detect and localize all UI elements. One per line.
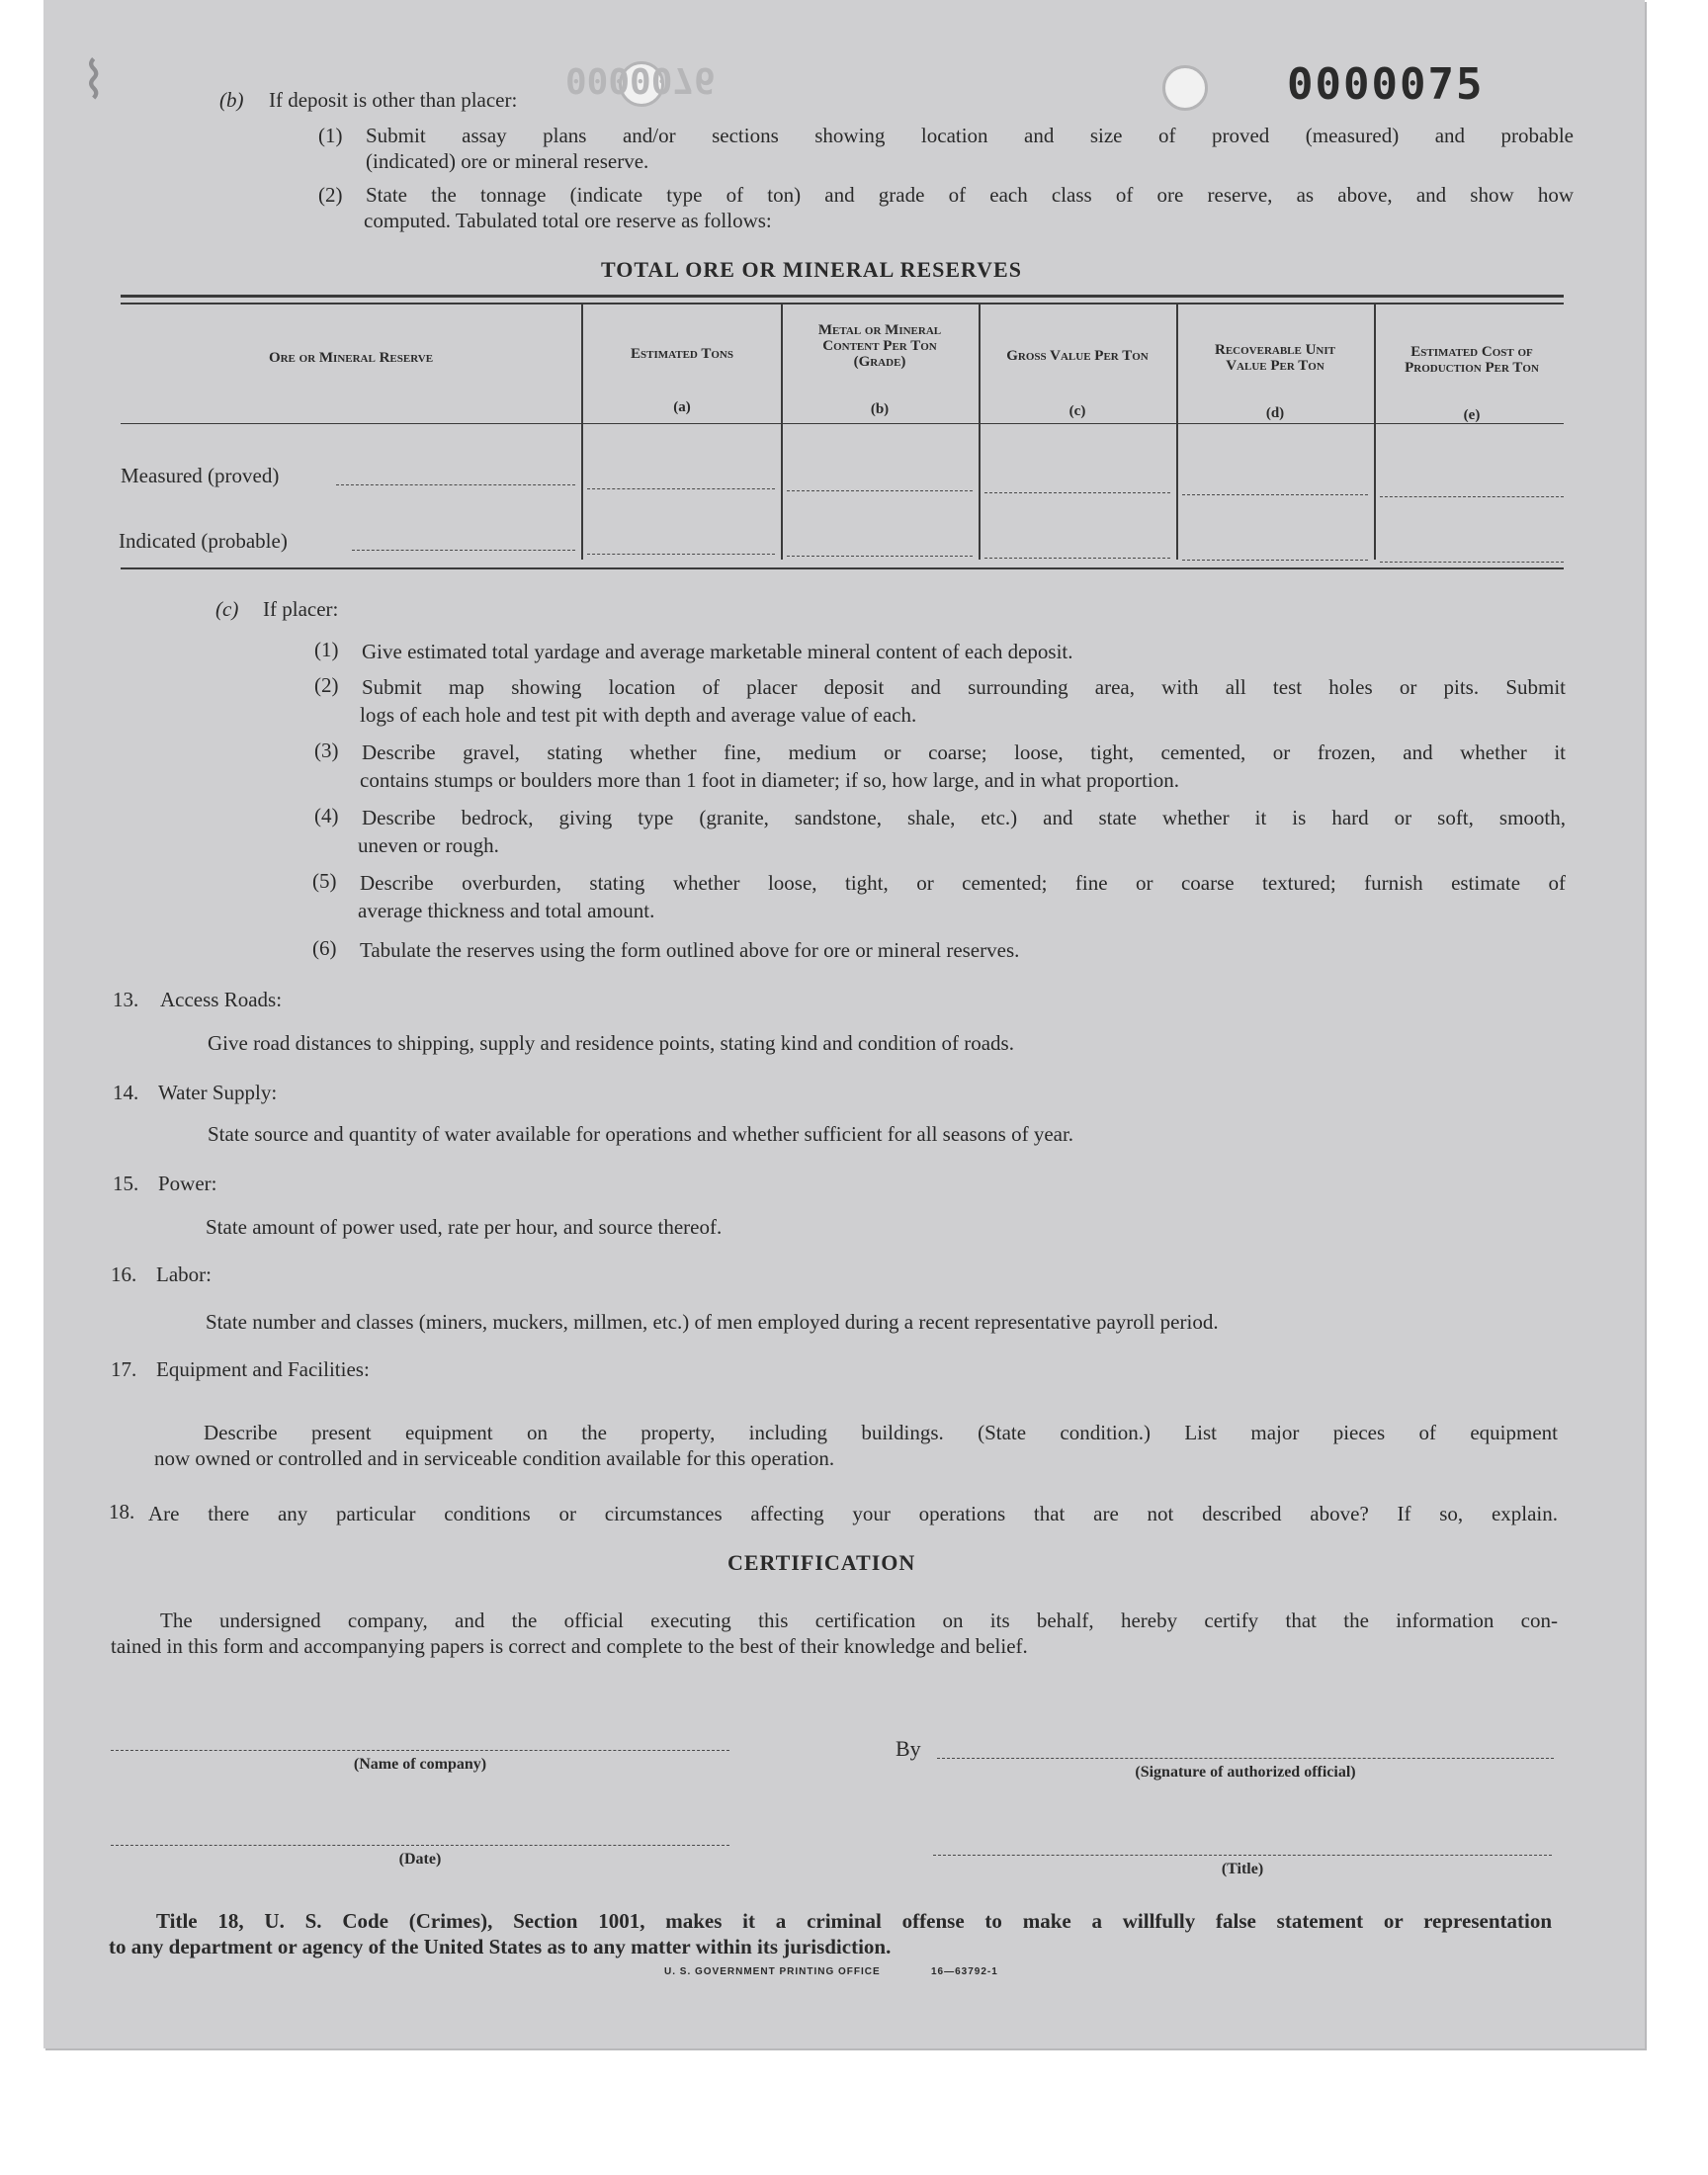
title-line[interactable] — [933, 1855, 1552, 1856]
section-c-label: (c) — [215, 597, 239, 621]
table-top-rule — [121, 295, 1564, 298]
table-top-rule-2 — [121, 303, 1564, 304]
form-page — [43, 0, 1645, 2048]
table-bottom-rule — [121, 567, 1564, 569]
table-header-rule — [121, 423, 1564, 424]
table-divider — [1374, 303, 1376, 560]
column-letter-e: (e) — [1463, 407, 1481, 423]
section-13-number: 13. — [113, 988, 139, 1011]
section-c-item-line: Submit map showing location of placer deposit and surrounding area, with all test holes or pits. Submit — [362, 675, 1566, 699]
section-c-item-line: uneven or rough. — [358, 833, 499, 857]
form-number: 16—63792-1 — [931, 1966, 998, 1977]
section-b-item-2-line2: computed. Tabulated total ore reserve as follows: — [364, 209, 772, 232]
fill-line — [352, 550, 575, 551]
signature-caption: (Signature of authorized official) — [1135, 1764, 1356, 1781]
section-17-line1: Describe present equipment on the property, including buildings. (State condition.) List major pieces of equipment — [204, 1421, 1558, 1444]
section-14-number: 14. — [113, 1081, 139, 1104]
column-letter-c: (c) — [1068, 403, 1086, 419]
date-line[interactable] — [111, 1845, 729, 1846]
row-label-indicated: Indicated (probable) — [119, 529, 288, 553]
fill-line — [587, 554, 775, 555]
table-divider — [781, 303, 783, 560]
date-caption: (Date) — [398, 1851, 442, 1868]
section-b-item-1-line1: Submit assay plans and/or sections showing location and size of proved (measured) and probable — [366, 124, 1574, 147]
section-b-item-2-number: (2) — [318, 183, 343, 207]
fill-line — [984, 492, 1170, 493]
fill-line — [787, 556, 973, 557]
section-c-item-line: Describe bedrock, giving type (granite, sandstone, shale, etc.) and state whether it is hard or soft, smooth, — [362, 806, 1566, 829]
certification-heading: CERTIFICATION — [727, 1550, 916, 1575]
section-14-body: State source and quantity of water available for operations and whether sufficient for all seasons of year. — [208, 1122, 1074, 1146]
document-number-stamp: 0000075 — [1287, 59, 1485, 110]
column-letter-d: (d) — [1265, 405, 1285, 421]
certification-line1: The undersigned company, and the official executing this certification on its behalf, hereby certify that the information con- — [160, 1609, 1558, 1632]
section-13-title: Access Roads: — [160, 988, 283, 1011]
column-header-gross-value: Gross Value Per Ton — [1006, 348, 1149, 364]
table-divider — [1176, 303, 1178, 560]
column-letter-a: (a) — [673, 399, 691, 415]
column-letter-b: (b) — [870, 401, 890, 417]
section-17-line2: now owned or controlled and in serviceable condition available for this operation. — [154, 1446, 835, 1470]
ghost-stamp: 0000076 — [565, 59, 716, 100]
fill-line — [587, 488, 775, 489]
section-16-number: 16. — [111, 1262, 137, 1286]
column-header-reserve: Ore or Mineral Reserve — [268, 350, 434, 366]
section-c-item-number: (6) — [312, 936, 337, 960]
fill-line — [984, 558, 1170, 559]
handwritten-mark-icon: ⌇ — [81, 51, 107, 111]
section-c-item-line: logs of each hole and test pit with depth and average value of each. — [360, 703, 917, 727]
fill-line — [787, 490, 973, 491]
section-c-item-number: (4) — [314, 804, 339, 827]
table-divider — [581, 303, 583, 560]
column-header-cost: Estimated Cost of Production Per Ton — [1405, 344, 1539, 376]
by-label: By — [896, 1736, 921, 1761]
section-c-item-line: Describe overburden, stating whether loose, tight, or cemented; fine or coarse textured; furnish estimate of — [360, 871, 1566, 895]
section-15-body: State amount of power used, rate per hour, and source thereof. — [206, 1215, 723, 1239]
printing-office: U. S. GOVERNMENT PRINTING OFFICE — [664, 1966, 881, 1977]
table-divider — [979, 303, 981, 560]
section-c-item-line: average thickness and total amount. — [358, 899, 655, 922]
title-caption: (Title) — [1221, 1861, 1264, 1877]
section-c-title: If placer: — [263, 597, 339, 621]
section-17-title: Equipment and Facilities: — [156, 1357, 370, 1381]
section-b-label: (b) — [219, 88, 244, 112]
section-18-text: Are there any particular conditions or circumstances affecting your operations that are not described above? If so, explain. — [148, 1502, 1558, 1525]
column-header-tons: Estimated Tons — [631, 346, 733, 362]
company-name-caption: (Name of company) — [353, 1756, 487, 1773]
section-16-body: State number and classes (miners, muckers, millmen, etc.) of men employed during a recent representative payroll period. — [206, 1310, 1219, 1334]
section-c-item-number: (3) — [314, 739, 339, 762]
footer-line2: to any department or agency of the United States as to any matter within its jurisdiction. — [109, 1935, 892, 1958]
section-14-title: Water Supply: — [158, 1081, 278, 1104]
footer-line1: Title 18, U. S. Code (Crimes), Section 1001, makes it a criminal offense to make a willfully false statement or representation — [156, 1909, 1552, 1933]
fill-line — [336, 484, 575, 485]
punch-hole-right-icon — [1162, 65, 1208, 111]
section-c-item-line: contains stumps or boulders more than 1 foot in diameter; if so, how large, and in what proportion. — [360, 768, 1179, 792]
fill-line — [1380, 496, 1564, 497]
certification-line2: tained in this form and accompanying papers is correct and complete to the best of their knowledge and belief. — [111, 1634, 1028, 1658]
section-15-number: 15. — [113, 1172, 139, 1195]
fill-line — [1182, 560, 1368, 561]
section-b-item-1-number: (1) — [318, 124, 343, 147]
company-name-line[interactable] — [111, 1750, 729, 1751]
fill-line — [1380, 562, 1564, 563]
section-17-number: 17. — [111, 1357, 137, 1381]
section-b-title: If deposit is other than placer: — [269, 88, 518, 112]
section-b-item-2-line1: State the tonnage (indicate type of ton) and grade of each class of ore reserve, as above, and show how — [366, 183, 1574, 207]
section-15-title: Power: — [158, 1172, 217, 1195]
row-label-measured: Measured (proved) — [121, 464, 280, 487]
section-16-title: Labor: — [156, 1262, 212, 1286]
section-c-item-line: Tabulate the reserves using the form outlined above for ore or mineral reserves. — [360, 938, 1020, 962]
table-title: TOTAL ORE OR MINERAL RESERVES — [601, 257, 1022, 282]
section-18-number: 18. — [109, 1500, 135, 1523]
section-c-item-line: Give estimated total yardage and average marketable mineral content of each deposit. — [362, 640, 1073, 663]
section-c-item-line: Describe gravel, stating whether fine, medium or coarse; loose, tight, cemented, or frozen, and whether it — [362, 740, 1566, 764]
section-b-item-1-line2: (indicated) ore or mineral reserve. — [366, 149, 649, 173]
column-header-grade: Metal or Mineral Content Per Ton (Grade) — [817, 322, 942, 370]
section-c-item-number: (1) — [314, 638, 339, 661]
column-header-recoverable-value: Recoverable Unit Value Per Ton — [1215, 342, 1335, 374]
signature-line[interactable] — [937, 1758, 1554, 1759]
section-13-body: Give road distances to shipping, supply and residence points, stating kind and condition of roads. — [208, 1031, 1014, 1055]
section-c-item-number: (5) — [312, 869, 337, 893]
section-c-item-number: (2) — [314, 673, 339, 697]
fill-line — [1182, 494, 1368, 495]
